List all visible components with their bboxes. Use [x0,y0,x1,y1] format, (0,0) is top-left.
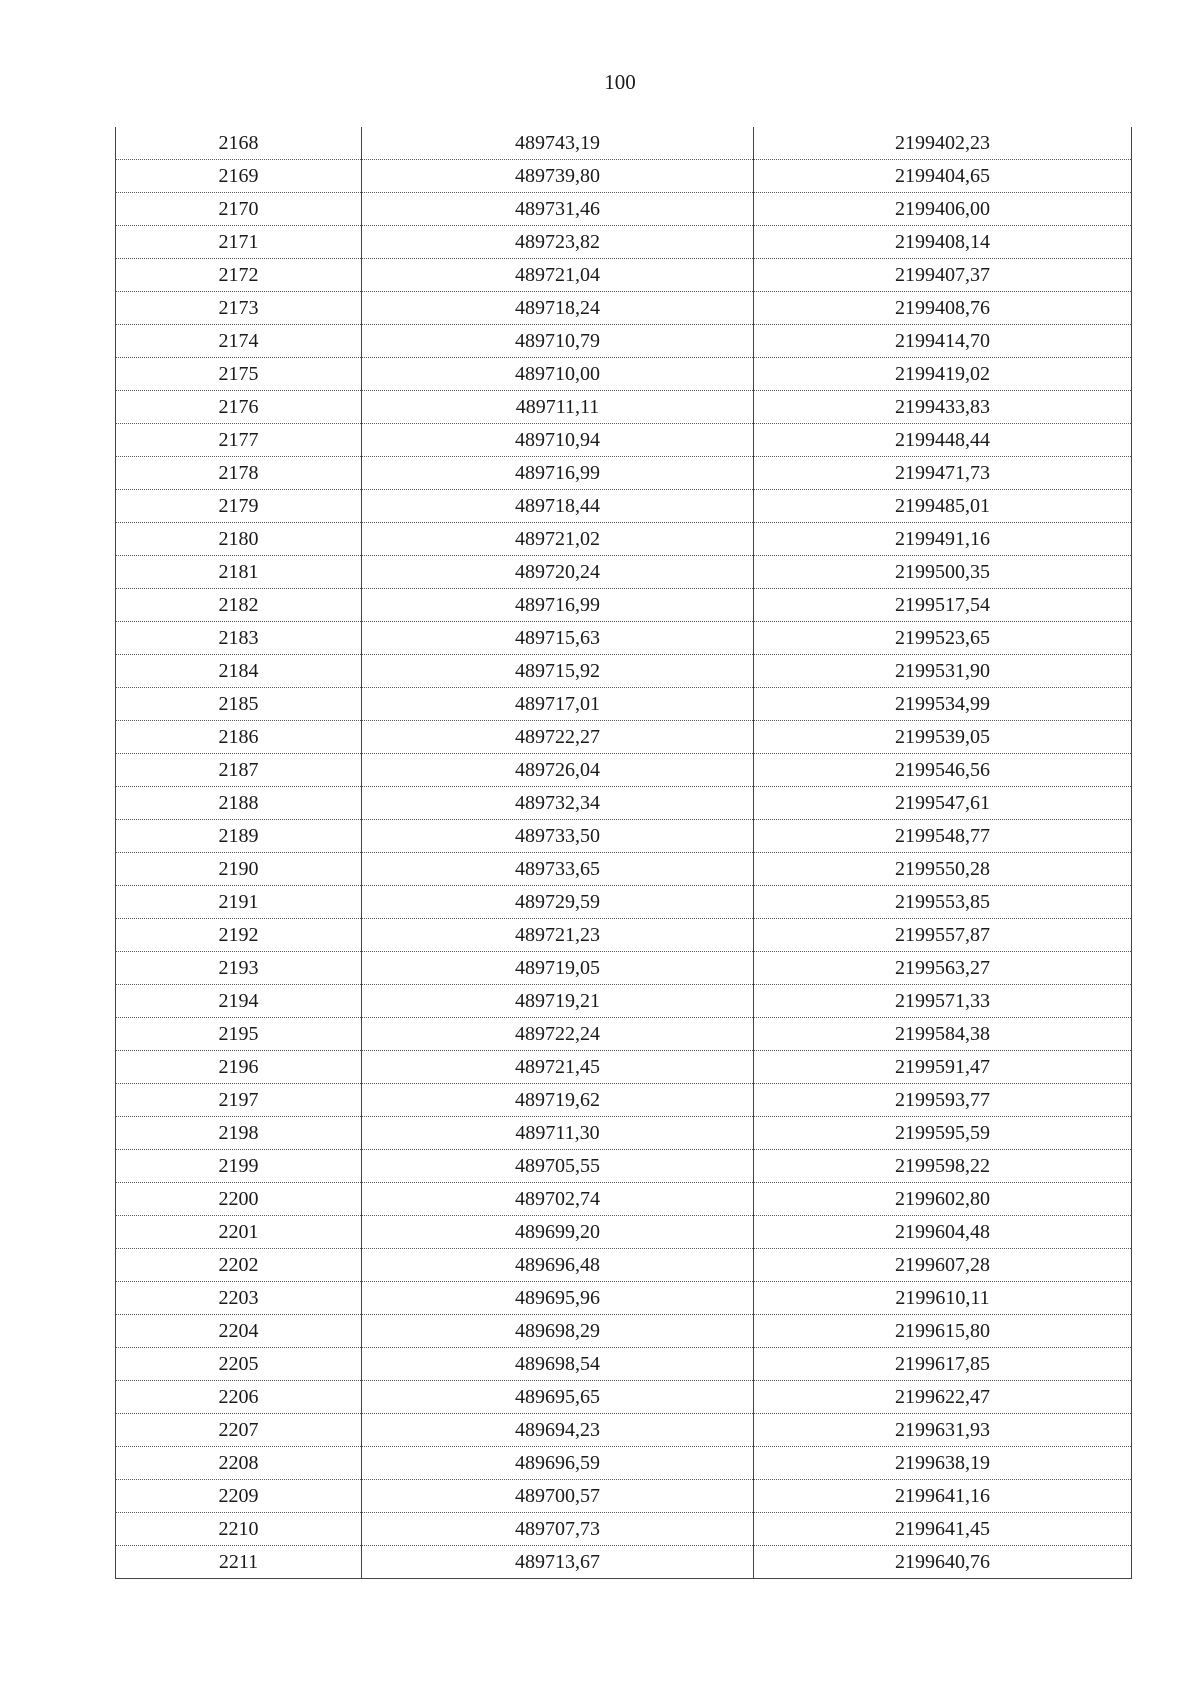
y-coordinate-cell: 2199491,16 [754,523,1132,556]
table-row [116,1414,1132,1447]
y-coordinate-cell: 2199414,70 [754,325,1132,358]
table-row [116,424,1132,457]
y-coordinate-cell: 2199408,76 [754,292,1132,325]
y-coordinate-cell: 2199615,80 [754,1315,1132,1348]
x-coordinate-cell: 489721,02 [362,523,754,556]
x-coordinate-cell: 489733,65 [362,853,754,886]
y-coordinate-cell: 2199553,85 [754,886,1132,919]
y-coordinate-cell: 2199622,47 [754,1381,1132,1414]
point-number-cell: 2174 [116,325,362,358]
x-coordinate-cell: 489717,01 [362,688,754,721]
table-row [116,1546,1132,1579]
x-coordinate-cell: 489715,92 [362,655,754,688]
coordinates-table [115,127,1132,1579]
point-number-cell: 2192 [116,919,362,952]
x-coordinate-cell: 489702,74 [362,1183,754,1216]
table-row [116,1117,1132,1150]
table-row [116,1084,1132,1117]
point-number-cell: 2182 [116,589,362,622]
point-number-cell: 2199 [116,1150,362,1183]
table-row [116,919,1132,952]
y-coordinate-cell: 2199547,61 [754,787,1132,820]
point-number-cell: 2208 [116,1447,362,1480]
table-row [116,754,1132,787]
table-row [116,787,1132,820]
x-coordinate-cell: 489696,48 [362,1249,754,1282]
y-coordinate-cell: 2199617,85 [754,1348,1132,1381]
point-number-cell: 2187 [116,754,362,787]
y-coordinate-cell: 2199563,27 [754,952,1132,985]
x-coordinate-cell: 489695,96 [362,1282,754,1315]
point-number-cell: 2204 [116,1315,362,1348]
point-number-cell: 2183 [116,622,362,655]
table-row [116,193,1132,226]
table-row [116,1381,1132,1414]
y-coordinate-cell: 2199607,28 [754,1249,1132,1282]
table-row [116,160,1132,193]
point-number-cell: 2206 [116,1381,362,1414]
point-number-cell: 2180 [116,523,362,556]
y-coordinate-cell: 2199548,77 [754,820,1132,853]
table-row [116,259,1132,292]
y-coordinate-cell: 2199407,37 [754,259,1132,292]
y-coordinate-cell: 2199591,47 [754,1051,1132,1084]
point-number-cell: 2194 [116,985,362,1018]
y-coordinate-cell: 2199406,00 [754,193,1132,226]
point-number-cell: 2179 [116,490,362,523]
point-number-cell: 2177 [116,424,362,457]
x-coordinate-cell: 489732,34 [362,787,754,820]
point-number-cell: 2173 [116,292,362,325]
point-number-cell: 2190 [116,853,362,886]
y-coordinate-cell: 2199531,90 [754,655,1132,688]
y-coordinate-cell: 2199631,93 [754,1414,1132,1447]
table-row [116,853,1132,886]
point-number-cell: 2189 [116,820,362,853]
table-row [116,226,1132,259]
table-row [116,127,1132,160]
point-number-cell: 2203 [116,1282,362,1315]
x-coordinate-cell: 489731,46 [362,193,754,226]
x-coordinate-cell: 489722,27 [362,721,754,754]
x-coordinate-cell: 489700,57 [362,1480,754,1513]
y-coordinate-cell: 2199584,38 [754,1018,1132,1051]
point-number-cell: 2205 [116,1348,362,1381]
y-coordinate-cell: 2199550,28 [754,853,1132,886]
table-row [116,721,1132,754]
table-row [116,952,1132,985]
table-row [116,490,1132,523]
table-row [116,589,1132,622]
table-row [116,523,1132,556]
table-row [116,1513,1132,1546]
table-row [116,985,1132,1018]
x-coordinate-cell: 489707,73 [362,1513,754,1546]
y-coordinate-cell: 2199433,83 [754,391,1132,424]
point-number-cell: 2186 [116,721,362,754]
point-number-cell: 2188 [116,787,362,820]
x-coordinate-cell: 489698,54 [362,1348,754,1381]
x-coordinate-cell: 489716,99 [362,589,754,622]
point-number-cell: 2198 [116,1117,362,1150]
x-coordinate-cell: 489729,59 [362,886,754,919]
x-coordinate-cell: 489694,23 [362,1414,754,1447]
x-coordinate-cell: 489698,29 [362,1315,754,1348]
table-row [116,820,1132,853]
x-coordinate-cell: 489699,20 [362,1216,754,1249]
point-number-cell: 2207 [116,1414,362,1447]
table-row [116,1216,1132,1249]
point-number-cell: 2197 [116,1084,362,1117]
y-coordinate-cell: 2199404,65 [754,160,1132,193]
x-coordinate-cell: 489721,45 [362,1051,754,1084]
x-coordinate-cell: 489695,65 [362,1381,754,1414]
x-coordinate-cell: 489715,63 [362,622,754,655]
y-coordinate-cell: 2199517,54 [754,589,1132,622]
y-coordinate-cell: 2199402,23 [754,127,1132,160]
x-coordinate-cell: 489739,80 [362,160,754,193]
table-row [116,1150,1132,1183]
table-row [116,358,1132,391]
y-coordinate-cell: 2199598,22 [754,1150,1132,1183]
point-number-cell: 2178 [116,457,362,490]
table-row [116,655,1132,688]
y-coordinate-cell: 2199641,16 [754,1480,1132,1513]
point-number-cell: 2201 [116,1216,362,1249]
x-coordinate-cell: 489720,24 [362,556,754,589]
point-number-cell: 2175 [116,358,362,391]
table-row [116,886,1132,919]
point-number-cell: 2211 [116,1546,362,1579]
point-number-cell: 2171 [116,226,362,259]
x-coordinate-cell: 489723,82 [362,226,754,259]
table-row [116,292,1132,325]
y-coordinate-cell: 2199641,45 [754,1513,1132,1546]
table-row [116,1348,1132,1381]
x-coordinate-cell: 489711,11 [362,391,754,424]
y-coordinate-cell: 2199593,77 [754,1084,1132,1117]
x-coordinate-cell: 489722,24 [362,1018,754,1051]
x-coordinate-cell: 489696,59 [362,1447,754,1480]
point-number-cell: 2181 [116,556,362,589]
table-row [116,1447,1132,1480]
y-coordinate-cell: 2199557,87 [754,919,1132,952]
x-coordinate-cell: 489710,79 [362,325,754,358]
point-number-cell: 2209 [116,1480,362,1513]
x-coordinate-cell: 489711,30 [362,1117,754,1150]
table-row [116,622,1132,655]
table-row [116,457,1132,490]
y-coordinate-cell: 2199523,65 [754,622,1132,655]
x-coordinate-cell: 489718,24 [362,292,754,325]
x-coordinate-cell: 489718,44 [362,490,754,523]
table-row [116,1480,1132,1513]
x-coordinate-cell: 489721,23 [362,919,754,952]
point-number-cell: 2169 [116,160,362,193]
y-coordinate-cell: 2199534,99 [754,688,1132,721]
y-coordinate-cell: 2199485,01 [754,490,1132,523]
y-coordinate-cell: 2199408,14 [754,226,1132,259]
y-coordinate-cell: 2199595,59 [754,1117,1132,1150]
y-coordinate-cell: 2199638,19 [754,1447,1132,1480]
y-coordinate-cell: 2199500,35 [754,556,1132,589]
table-row [116,556,1132,589]
point-number-cell: 2170 [116,193,362,226]
y-coordinate-cell: 2199448,44 [754,424,1132,457]
table-row [116,1183,1132,1216]
y-coordinate-cell: 2199640,76 [754,1546,1132,1579]
point-number-cell: 2193 [116,952,362,985]
table-row [116,1249,1132,1282]
x-coordinate-cell: 489719,21 [362,985,754,1018]
table-row [116,1051,1132,1084]
table-row [116,1018,1132,1051]
x-coordinate-cell: 489713,67 [362,1546,754,1579]
point-number-cell: 2168 [116,127,362,160]
page-number: 100 [604,70,636,94]
y-coordinate-cell: 2199604,48 [754,1216,1132,1249]
x-coordinate-cell: 489726,04 [362,754,754,787]
point-number-cell: 2176 [116,391,362,424]
x-coordinate-cell: 489733,50 [362,820,754,853]
point-number-cell: 2202 [116,1249,362,1282]
point-number-cell: 2191 [116,886,362,919]
x-coordinate-cell: 489721,04 [362,259,754,292]
point-number-cell: 2184 [116,655,362,688]
point-number-cell: 2200 [116,1183,362,1216]
x-coordinate-cell: 489716,99 [362,457,754,490]
x-coordinate-cell: 489743,19 [362,127,754,160]
table-row [116,391,1132,424]
y-coordinate-cell: 2199471,73 [754,457,1132,490]
y-coordinate-cell: 2199546,56 [754,754,1132,787]
coordinates-table-body [116,127,1132,1579]
point-number-cell: 2185 [116,688,362,721]
y-coordinate-cell: 2199419,02 [754,358,1132,391]
x-coordinate-cell: 489719,62 [362,1084,754,1117]
y-coordinate-cell: 2199602,80 [754,1183,1132,1216]
x-coordinate-cell: 489705,55 [362,1150,754,1183]
x-coordinate-cell: 489710,00 [362,358,754,391]
point-number-cell: 2210 [116,1513,362,1546]
x-coordinate-cell: 489710,94 [362,424,754,457]
table-row [116,688,1132,721]
point-number-cell: 2172 [116,259,362,292]
y-coordinate-cell: 2199571,33 [754,985,1132,1018]
point-number-cell: 2196 [116,1051,362,1084]
table-row [116,1315,1132,1348]
y-coordinate-cell: 2199610,11 [754,1282,1132,1315]
table-row [116,325,1132,358]
y-coordinate-cell: 2199539,05 [754,721,1132,754]
point-number-cell: 2195 [116,1018,362,1051]
x-coordinate-cell: 489719,05 [362,952,754,985]
table-row [116,1282,1132,1315]
